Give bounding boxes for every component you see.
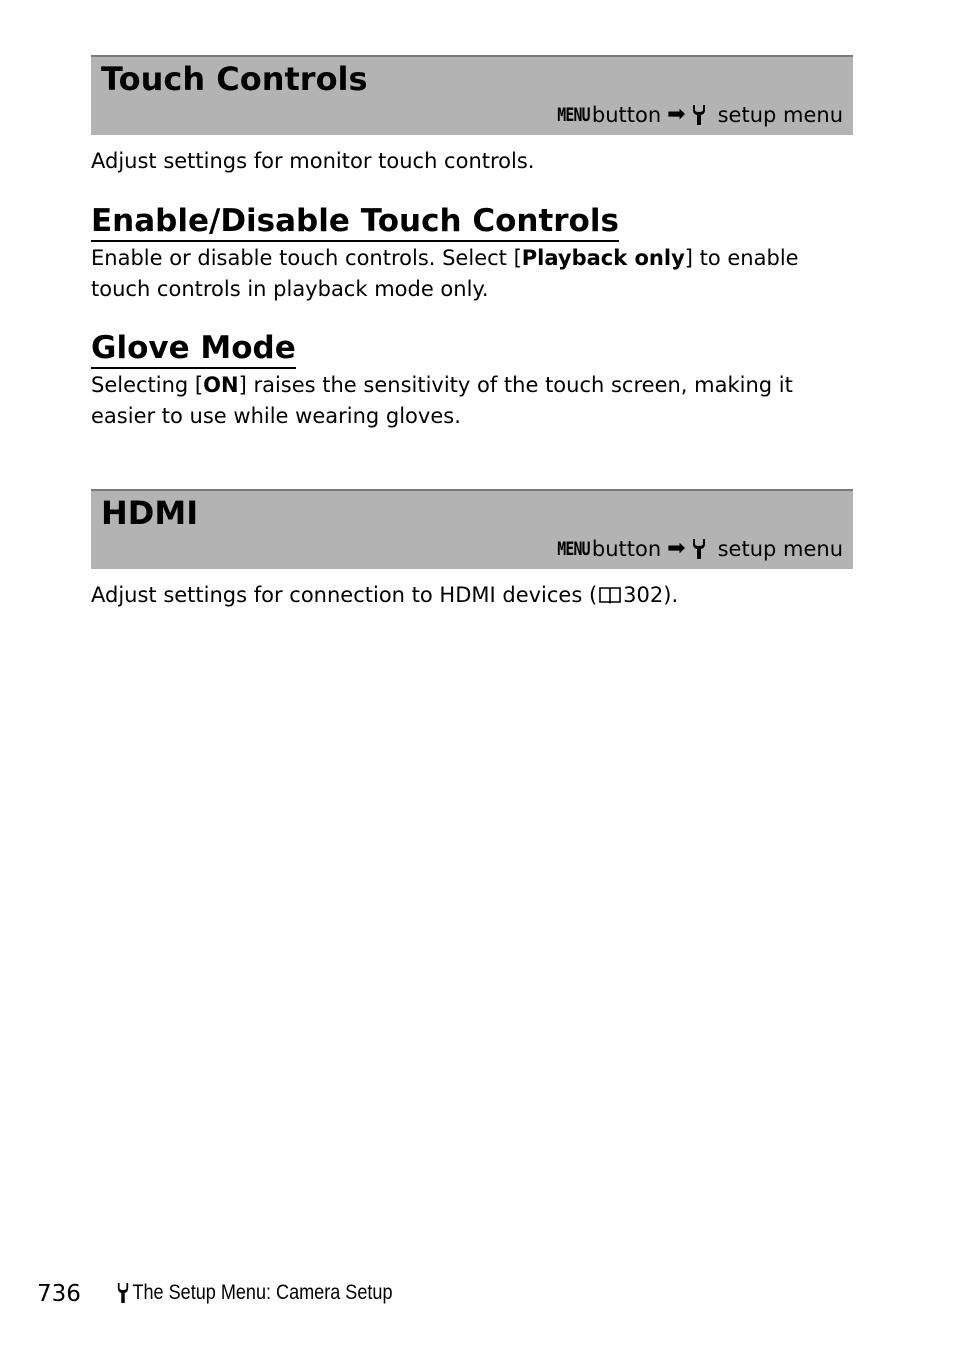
section-title: HDMI <box>101 494 199 532</box>
footer-chapter-title <box>117 1279 392 1307</box>
arrow-right-icon: ➡ <box>667 102 686 127</box>
arrow-right-icon: ➡ <box>667 536 686 561</box>
page-number: 736 <box>37 1281 81 1307</box>
text-span: ] to enable touch controls in playback mode only. <box>91 246 799 301</box>
subsection-heading-glove-mode: Glove Mode <box>91 329 296 369</box>
wrench-icon <box>692 538 706 560</box>
section-description <box>91 580 861 611</box>
menu-button-label: MENU <box>557 538 590 560</box>
section-description: Adjust settings for monitor touch controls. <box>91 149 535 173</box>
option-name: ON <box>203 373 239 397</box>
menu-path <box>548 101 843 129</box>
subsection-heading-enable-disable: Enable/Disable Touch Controls <box>91 202 619 242</box>
subsection-text-enable-disable <box>91 243 861 305</box>
text-span: Enable or disable touch controls. Select [ <box>91 246 522 270</box>
setup-menu-label: setup menu <box>717 537 843 561</box>
chapter-title-text: The Setup Menu: Camera Setup <box>132 1281 393 1304</box>
section-header-touch-controls <box>91 55 853 135</box>
text-span: Adjust settings for connection to HDMI devices ( <box>91 583 598 607</box>
wrench-icon <box>692 104 706 126</box>
text-span: ). <box>663 583 679 607</box>
button-label: button <box>591 537 662 561</box>
section-header-hdmi <box>91 489 853 569</box>
section-title: Touch Controls <box>101 60 368 98</box>
setup-menu-label: setup menu <box>717 103 843 127</box>
option-name: Playback only <box>521 246 685 270</box>
text-span: Selecting [ <box>91 373 204 397</box>
book-icon <box>599 586 621 604</box>
subsection-text-glove-mode <box>91 370 861 432</box>
button-label: button <box>591 103 662 127</box>
menu-button-label: MENU <box>557 104 590 126</box>
wrench-icon <box>117 1282 129 1304</box>
page-reference[interactable]: 302 <box>623 583 664 607</box>
menu-path <box>548 535 843 563</box>
text-span: ] raises the sensitivity of the touch screen, making it easier to use while wearing gloves. <box>91 373 793 428</box>
